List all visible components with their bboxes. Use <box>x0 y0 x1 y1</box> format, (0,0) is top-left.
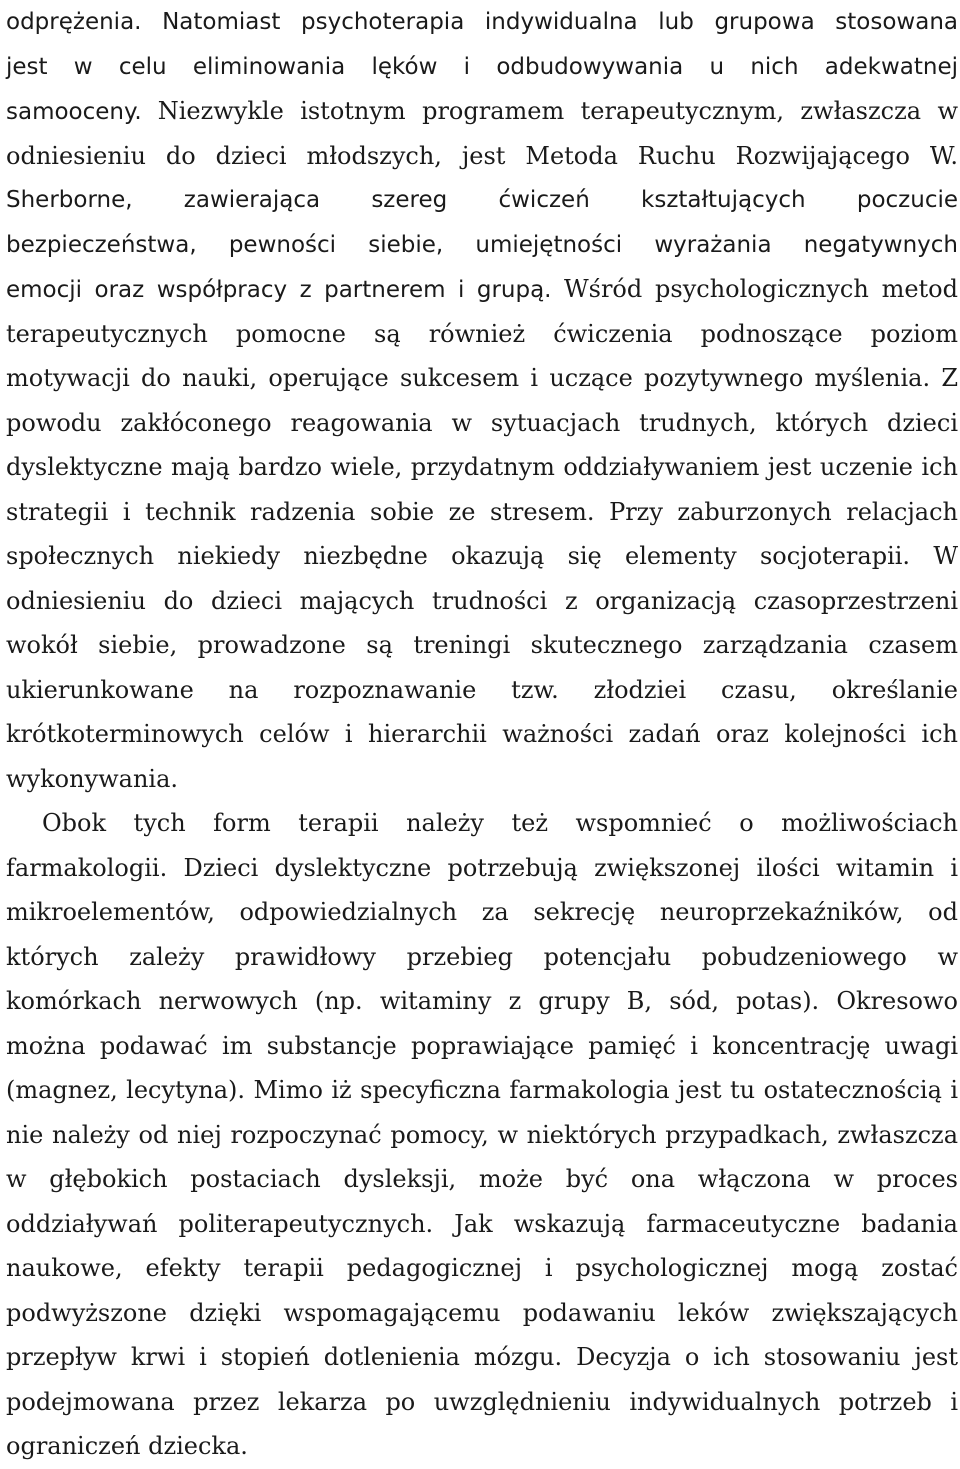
text-line: ograniczeń dziecka. <box>6 1432 248 1460</box>
text-line: odniesieniu do dzieci młodszych, jest Metoda Ruchu Rozwijającego W. <box>6 141 958 170</box>
text-line: bezpieczeństwa, pewności siebie, umiejętności wyrażania negatywnych <box>6 231 958 258</box>
text-line: odprężenia. Natomiast psychoterapia indywidualna lub grupowa stosowana <box>6 9 958 35</box>
text-line: oddziaływań politerapeutycznych. Jak wskazują farmaceutyczne badania <box>6 1209 958 1238</box>
text-line <box>6 89 958 134</box>
text-line: można podawać im substancje poprawiające pamięć i koncentrację uwagi <box>6 1031 958 1060</box>
text-line: jest w celu eliminowania lęków i odbudowywania u nich adekwatnej <box>6 53 958 80</box>
text-line: powodu zakłóconego reagowania w sytuacjach trudnych, których dzieci <box>6 408 958 437</box>
text-line: w głębokich postaciach dysleksji, może być ona włączona w proces <box>6 1165 958 1193</box>
text-line: których zależy prawidłowy przebieg potencjału pobudzeniowego w <box>6 942 958 971</box>
text-line: przepływ krwi i stopień dotlenienia mózgu. Decyzja o ich stosowaniu jest <box>6 1343 958 1371</box>
text-line: naukowe, efekty terapii pedagogicznej i psychologicznej mogą zostać <box>6 1254 958 1282</box>
text-line: terapeutycznych pomocne są również ćwiczenia podnoszące poziom <box>6 319 958 348</box>
text-line: farmakologii. Dzieci dyslektyczne potrzebują zwiększonej ilości witamin i <box>6 853 958 882</box>
text-line: podejmowana przez lekarza po uwzględnieniu indywidualnych potrzeb i <box>6 1387 958 1416</box>
text-line: krótkoterminowych celów i hierarchii ważności zadań oraz kolejności ich <box>6 720 958 748</box>
text-line: odniesieniu do dzieci mających trudności z organizacją czasoprzestrzeni <box>6 586 958 615</box>
text-line: dyslektyczne mają bardzo wiele, przydatnym oddziaływaniem jest uczenie ich <box>6 453 958 481</box>
paragraph-first-line: Obok tych form terapii należy też wspomnieć o możliwościach <box>42 809 958 837</box>
text-line: podwyższone dzięki wspomagającemu podawaniu leków zwiększających <box>6 1298 958 1327</box>
text-line: mikroelementów, odpowiedzialnych za sekrecję neuroprzekaźników, od <box>6 898 958 926</box>
text-line: motywacji do nauki, operujące sukcesem i uczące pozytywnego myślenia. Z <box>6 364 958 392</box>
text-line: ukierunkowane na rozpoznawanie tzw. złodziei czasu, określanie <box>6 675 958 704</box>
text-segment: samooceny. <box>6 99 158 125</box>
text-line: komórkach nerwowych (np. witaminy z grupy B, sód, potas). Okresowo <box>6 987 958 1015</box>
text-segment: Wśród psychologicznych metod <box>563 275 958 303</box>
text-line: strategii i technik radzenia sobie ze stresem. Przy zaburzonych relacjach <box>6 497 958 526</box>
text-segment: emocji oraz współpracy z partnerem i grupą. <box>6 277 564 303</box>
text-line: (magnez, lecytyna). Mimo iż specyficzna farmakologia jest tu ostatecznością i <box>6 1076 958 1104</box>
text-segment: Niezwykle istotnym programem terapeutycznym, zwłaszcza w <box>157 97 958 125</box>
text-line <box>6 267 958 312</box>
document-page <box>6 0 958 1469</box>
text-line: społecznych niekiedy niezbędne okazują się elementy socjoterapii. W <box>6 542 958 570</box>
text-line: wykonywania. <box>6 764 179 793</box>
text-line: nie należy od niej rozpoczynać pomocy, w niektórych przypadkach, zwłaszcza <box>6 1120 958 1149</box>
text-line: Sherborne, zawierająca szereg ćwiczeń kształtujących poczucie <box>6 187 958 213</box>
text-line: wokół siebie, prowadzone są treningi skutecznego zarządzania czasem <box>6 631 958 659</box>
